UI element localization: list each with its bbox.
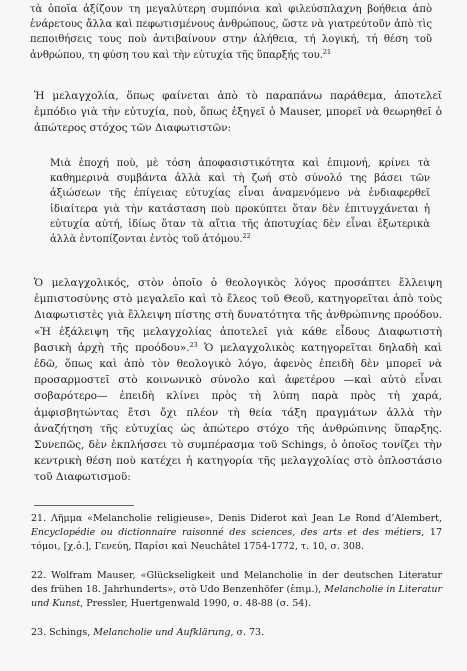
top-paragraph: [30, 2, 432, 63]
footnote-text: , 17 τόμοι, [χ.ὀ.], Γενεύη, Παρίσι καὶ Neuchâtel 1754-1772, τ. 10, σ. 308.: [31, 527, 442, 552]
footnote-text: Schings,: [46, 627, 94, 638]
footnote-text: , Pressler, Huertgenwald 1990, σ. 48-88 (σ. 54).: [80, 598, 312, 609]
footnote-21: [31, 512, 442, 554]
footnote-number: 23.: [31, 627, 47, 638]
footnote-title: Encyclopédie ou dictionnaire raisonné des sciences, des arts et des métiers: [31, 527, 422, 538]
block-quote: [50, 156, 430, 247]
footnote-text: , σ. 73.: [230, 627, 265, 638]
footnote-23: [31, 626, 442, 640]
block-quote-text: Μιὰ ἐποχή ποὺ, μὲ τόση ἀποφασιστικότητα καὶ ἐπιμονή, κρίνει τὰ καθημερινὰ συμβάντα ἀλλὰ καὶ τὴ ζωή στὸ σύνολό της βάσει τῶν ἀξιώσεων τῆς ἐπίγειας εὐτυχίας εἶναι ἀναμενόμενο νὰ ἐνδιαφερθεῖ ἰδιαίτερα γιὰ τὴν κατάσταση ποὺ προκύπτει ὅταν δὲν ἐπιτυγχάνεται ἡ εὐτυχία αὐτή, ἰδίως ὅταν τὰ αἴτια τῆς ἀποτυχίας δὲν εἶναι ἐξωτερικὰ ἀλλὰ ἐντοπίζονται ἐντὸς τοῦ ἀτόμου.: [50, 158, 430, 246]
footnote-title: Melancholie und Aufklärung: [93, 627, 231, 638]
footnote-ref-22: 22: [242, 232, 251, 241]
footnote-number: 22.: [31, 570, 47, 581]
paragraph-2-text: Ἡ μελαγχολία, ὅπως φαίνεται ἀπὸ τὸ παραπάνω παράθεμα, ἀποτελεῖ ἐμπόδιο γιὰ τὴν εὐτυχία, ποὺ, ὅπως ἐξηγεῖ ὁ Mauser, μπορεῖ νὰ θεωρηθεῖ ὁ ἀπώτερος στόχος τῶν Διαφωτιστῶν:: [34, 90, 442, 135]
footnote-separator: [34, 505, 134, 506]
footnote-text: Λῆμμα «Melancholie religieuse», Denis Diderot καὶ Jean Le Rond d’Alembert,: [46, 513, 442, 524]
footnote-number: 21.: [31, 513, 47, 524]
paragraph-melancholy-obstacle: [34, 88, 442, 137]
footnote-ref-23: 23: [189, 340, 198, 349]
footnote-text: Wolfram Mauser, «Glückseligkeit und Melancholie in der deutschen Literatur des frühen 18. Jahrhunderts», στὸ Udo Benzenhöfer (ἐπιμ.),: [31, 570, 442, 595]
footnote-22: [31, 569, 442, 611]
footnote-ref-21: 21: [322, 47, 332, 56]
top-paragraph-text: τὰ ὁποῖα ἀξίζουν τη μεγαλύτερη συμπόνια καὶ φιλεύσπλαχνη βοήθεια ἀπὸ ἐνάρετους ἄλλα καὶ πεφωτισμένους ἀνθρώπους, ὥστε νὰ γιατρεύτοῦν ἀπὸ τὶς πεποιθήσεις τους ποὺ ἀντιβαίνουν στην ἀλήθεια, τή λογική, τή θέση τοῦ ἀνθρώπου, τη φύση του καὶ τὴν εὐτυχία τῆς ὕπαρξής του.: [30, 4, 432, 61]
paragraph-melancholic-accused: [34, 275, 442, 486]
paragraph-3-part1: Ὁ μελαγχολικός, στὸν ὁποῖο ὁ θεολογικὸς λόγος προσάπτει ἔλλειψη ἐμπιστοσύνης στὸ μεγαλεῖο καὶ τὸ ἔλεος τοῦ Θεοῦ, κατηγορεῖται ἀπὸ τοὺς Διαφωτιστὲς γιὰ ἔλλειψη πίστης στὴ δυνατότητα τῆς ἀνθρώπινης προόδου. «Ἡ ἐξάλειψη τῆς μελαγχολίας ἀποτελεῖ γιὰ κάθε εἶδους Διαφωτιστὴ βασικὴ ἀρχὴ τῆς προόδου».: [34, 277, 442, 354]
paragraph-3-part2: Ὁ μελαγχολικὸς κατηγορεῖται δηλαδὴ καὶ ἐδῶ, ὅπως καὶ ἀπὸ τὸν θεολογικὸ λόγο, ἀφενὸς ἐπειδὴ δὲν μπορεῖ νὰ προσαρμοστεῖ στὸ κοινωνικὸ σύνολο καὶ ἀφετέρου —καὶ αὐτὸ εἶναι σοβαρότερο— ἐπειδὴ κλίνει πρὸς τὴ λύπη παρὰ πρὸς τὴ χαρά, ἀμφισβητώντας ἔτσι ὄχι πλέον τὴ θεία τάξη πραγμάτων ἀλλὰ τὴν ἀναζήτηση τῆς εὐτυχίας ὡς ἀπώτερο στόχο τῆς ἀνθρώπινης ὕπαρξης. Συνεπῶς, δὲν ἐκπλήσσει τὸ συμπέρασμα τοῦ Schings, ὁ ὁποῖος τονίζει τὴν κεντρικὴ θέση ποὺ κατέχει ἡ κατηγορία τῆς μελαγχολίας στὸ ὁπλοστάσιο τοῦ Διαφωτισμοῦ:: [34, 341, 443, 484]
footnote-title: Melancholie in Literatur und Kunst: [31, 584, 442, 609]
